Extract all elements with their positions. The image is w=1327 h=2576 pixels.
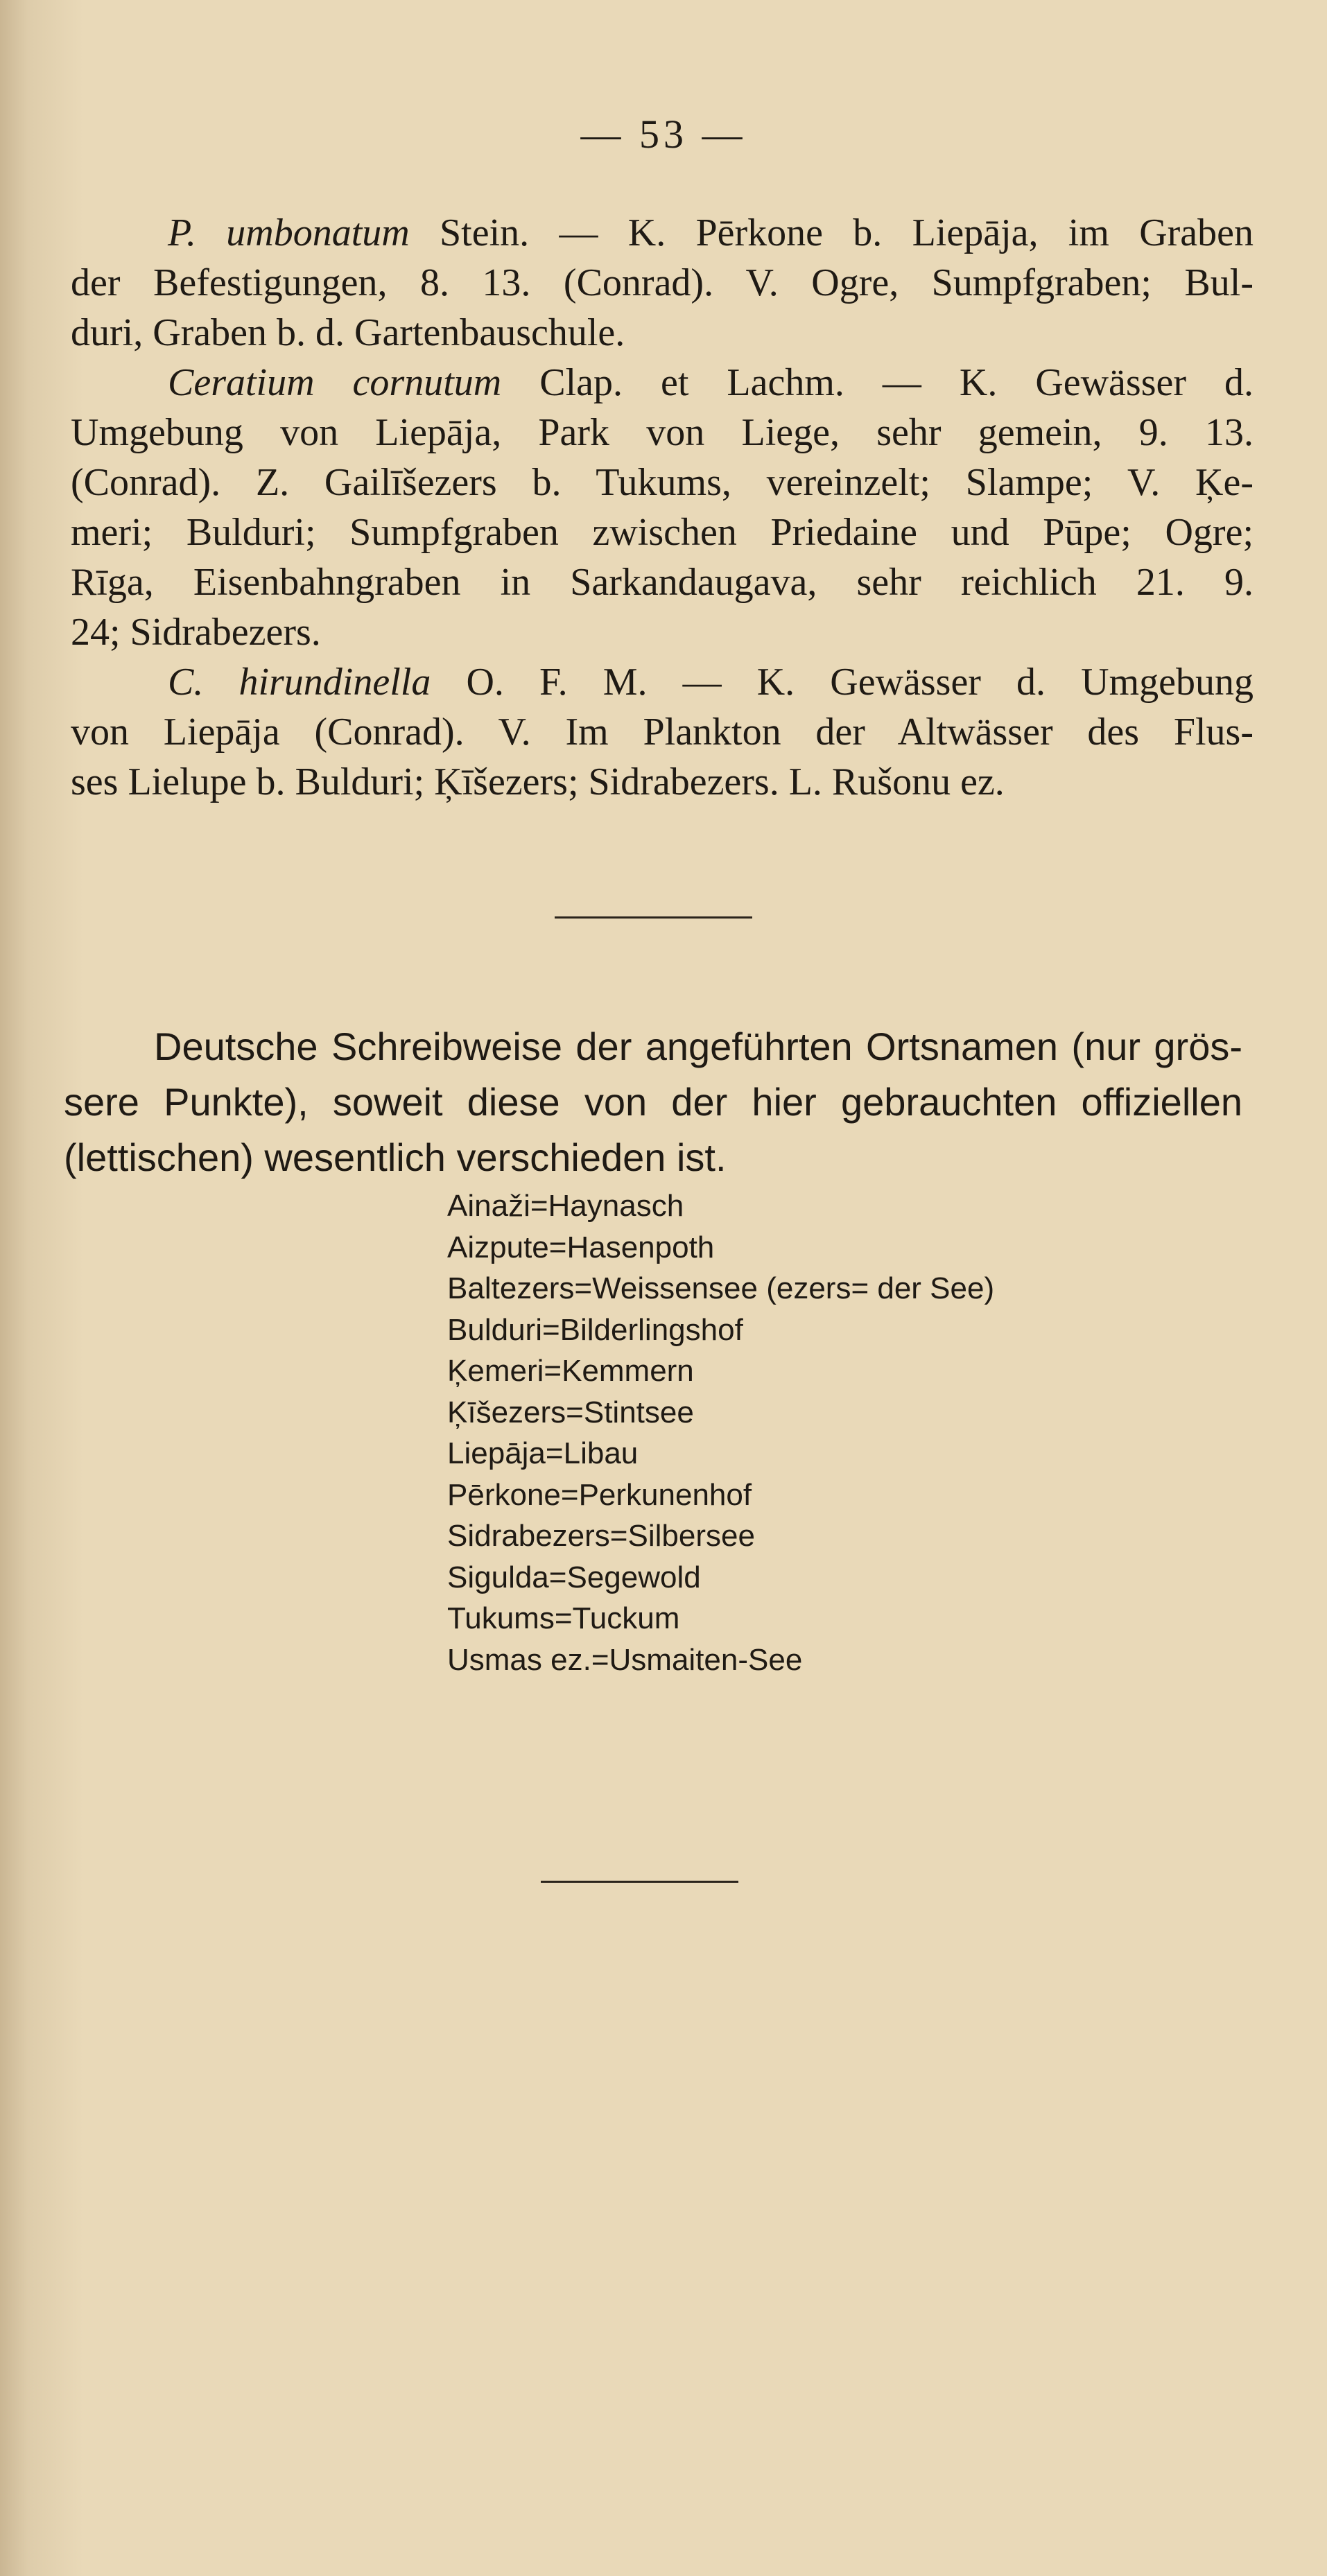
section-divider <box>555 916 752 919</box>
entry-line: P. umbonatum Stein. — K. Pērkone b. Liepāja, im Graben <box>168 211 1254 254</box>
place-name-item: Liepāja=Libau <box>447 1436 639 1470</box>
entry-line: C. hirundinella O. F. M. — K. Gewässer d. Umgebung <box>168 661 1254 704</box>
entry-line: der Befestigungen, 8. 13. (Conrad). V. Ogre, Sumpfgraben; Bul- <box>71 261 1254 304</box>
entry-line: Ceratium cornutum Clap. et Lachm. — K. Gewässer d. <box>168 361 1254 404</box>
place-name-item: Ķemeri=Kemmern <box>447 1354 694 1388</box>
place-name-item: Tukums=Tuckum <box>447 1601 680 1635</box>
species-entry <box>71 358 1254 657</box>
page-number: — 53 — <box>580 112 747 157</box>
place-names-list <box>447 1185 994 1680</box>
place-name-item: Sigulda=Segewold <box>447 1560 701 1594</box>
place-name-item: Ķīšezers=Stintsee <box>447 1395 694 1429</box>
species-entry <box>71 657 1254 807</box>
place-name-item: Baltezers=Weissensee (ezers= der See) <box>447 1271 995 1305</box>
species-name: C. hirundinella <box>168 661 431 704</box>
heading-line: Deutsche Schreibweise der angeführten Ortsnamen (nur grös- <box>154 1025 1242 1068</box>
place-name-item: Pērkone=Perkunenhof <box>447 1477 752 1512</box>
entry-line: duri, Graben b. d. Gartenbauschule. <box>71 311 625 354</box>
entry-line: von Liepāja (Conrad). V. Im Plankton der Altwässer des Flus- <box>71 711 1254 754</box>
species-name: Ceratium cornutum <box>168 361 502 404</box>
species-list <box>71 208 1254 807</box>
entry-line: (Conrad). Z. Gailīšezers b. Tukums, vereinzelt; Slampe; V. Ķe- <box>71 461 1254 504</box>
place-name-item: Ainaži=Haynasch <box>447 1189 684 1223</box>
section-divider <box>541 1881 738 1883</box>
entry-line: ses Lielupe b. Bulduri; Ķīšezers; Sidrabezers. L. Rušonu ez. <box>71 760 1005 803</box>
entry-line: Umgebung von Liepāja, Park von Liege, sehr gemein, 9. 13. <box>71 411 1254 454</box>
entry-line: 24; Sidrabezers. <box>71 611 321 654</box>
entry-line: Rīga, Eisenbahngraben in Sarkandaugava, sehr reichlich 21. 9. <box>71 561 1254 604</box>
entry-line: meri; Bulduri; Sumpfgraben zwischen Priedaine und Pūpe; Ogre; <box>71 511 1254 554</box>
place-name-item: Usmas ez.=Usmaiten-See <box>447 1642 803 1677</box>
heading-line: sere Punkte), soweit diese von der hier gebrauchten offiziellen <box>64 1080 1242 1124</box>
place-name-item: Aizpute=Hasenpoth <box>447 1230 715 1264</box>
species-name: P. umbonatum <box>168 211 410 254</box>
species-entry <box>71 208 1254 358</box>
place-name-item: Bulduri=Bilderlingshof <box>447 1312 743 1347</box>
place-name-item: Sidrabezers=Silbersee <box>447 1519 755 1553</box>
place-names-heading <box>64 1019 1242 1185</box>
heading-line: (lettischen) wesentlich verschieden ist. <box>64 1135 727 1179</box>
